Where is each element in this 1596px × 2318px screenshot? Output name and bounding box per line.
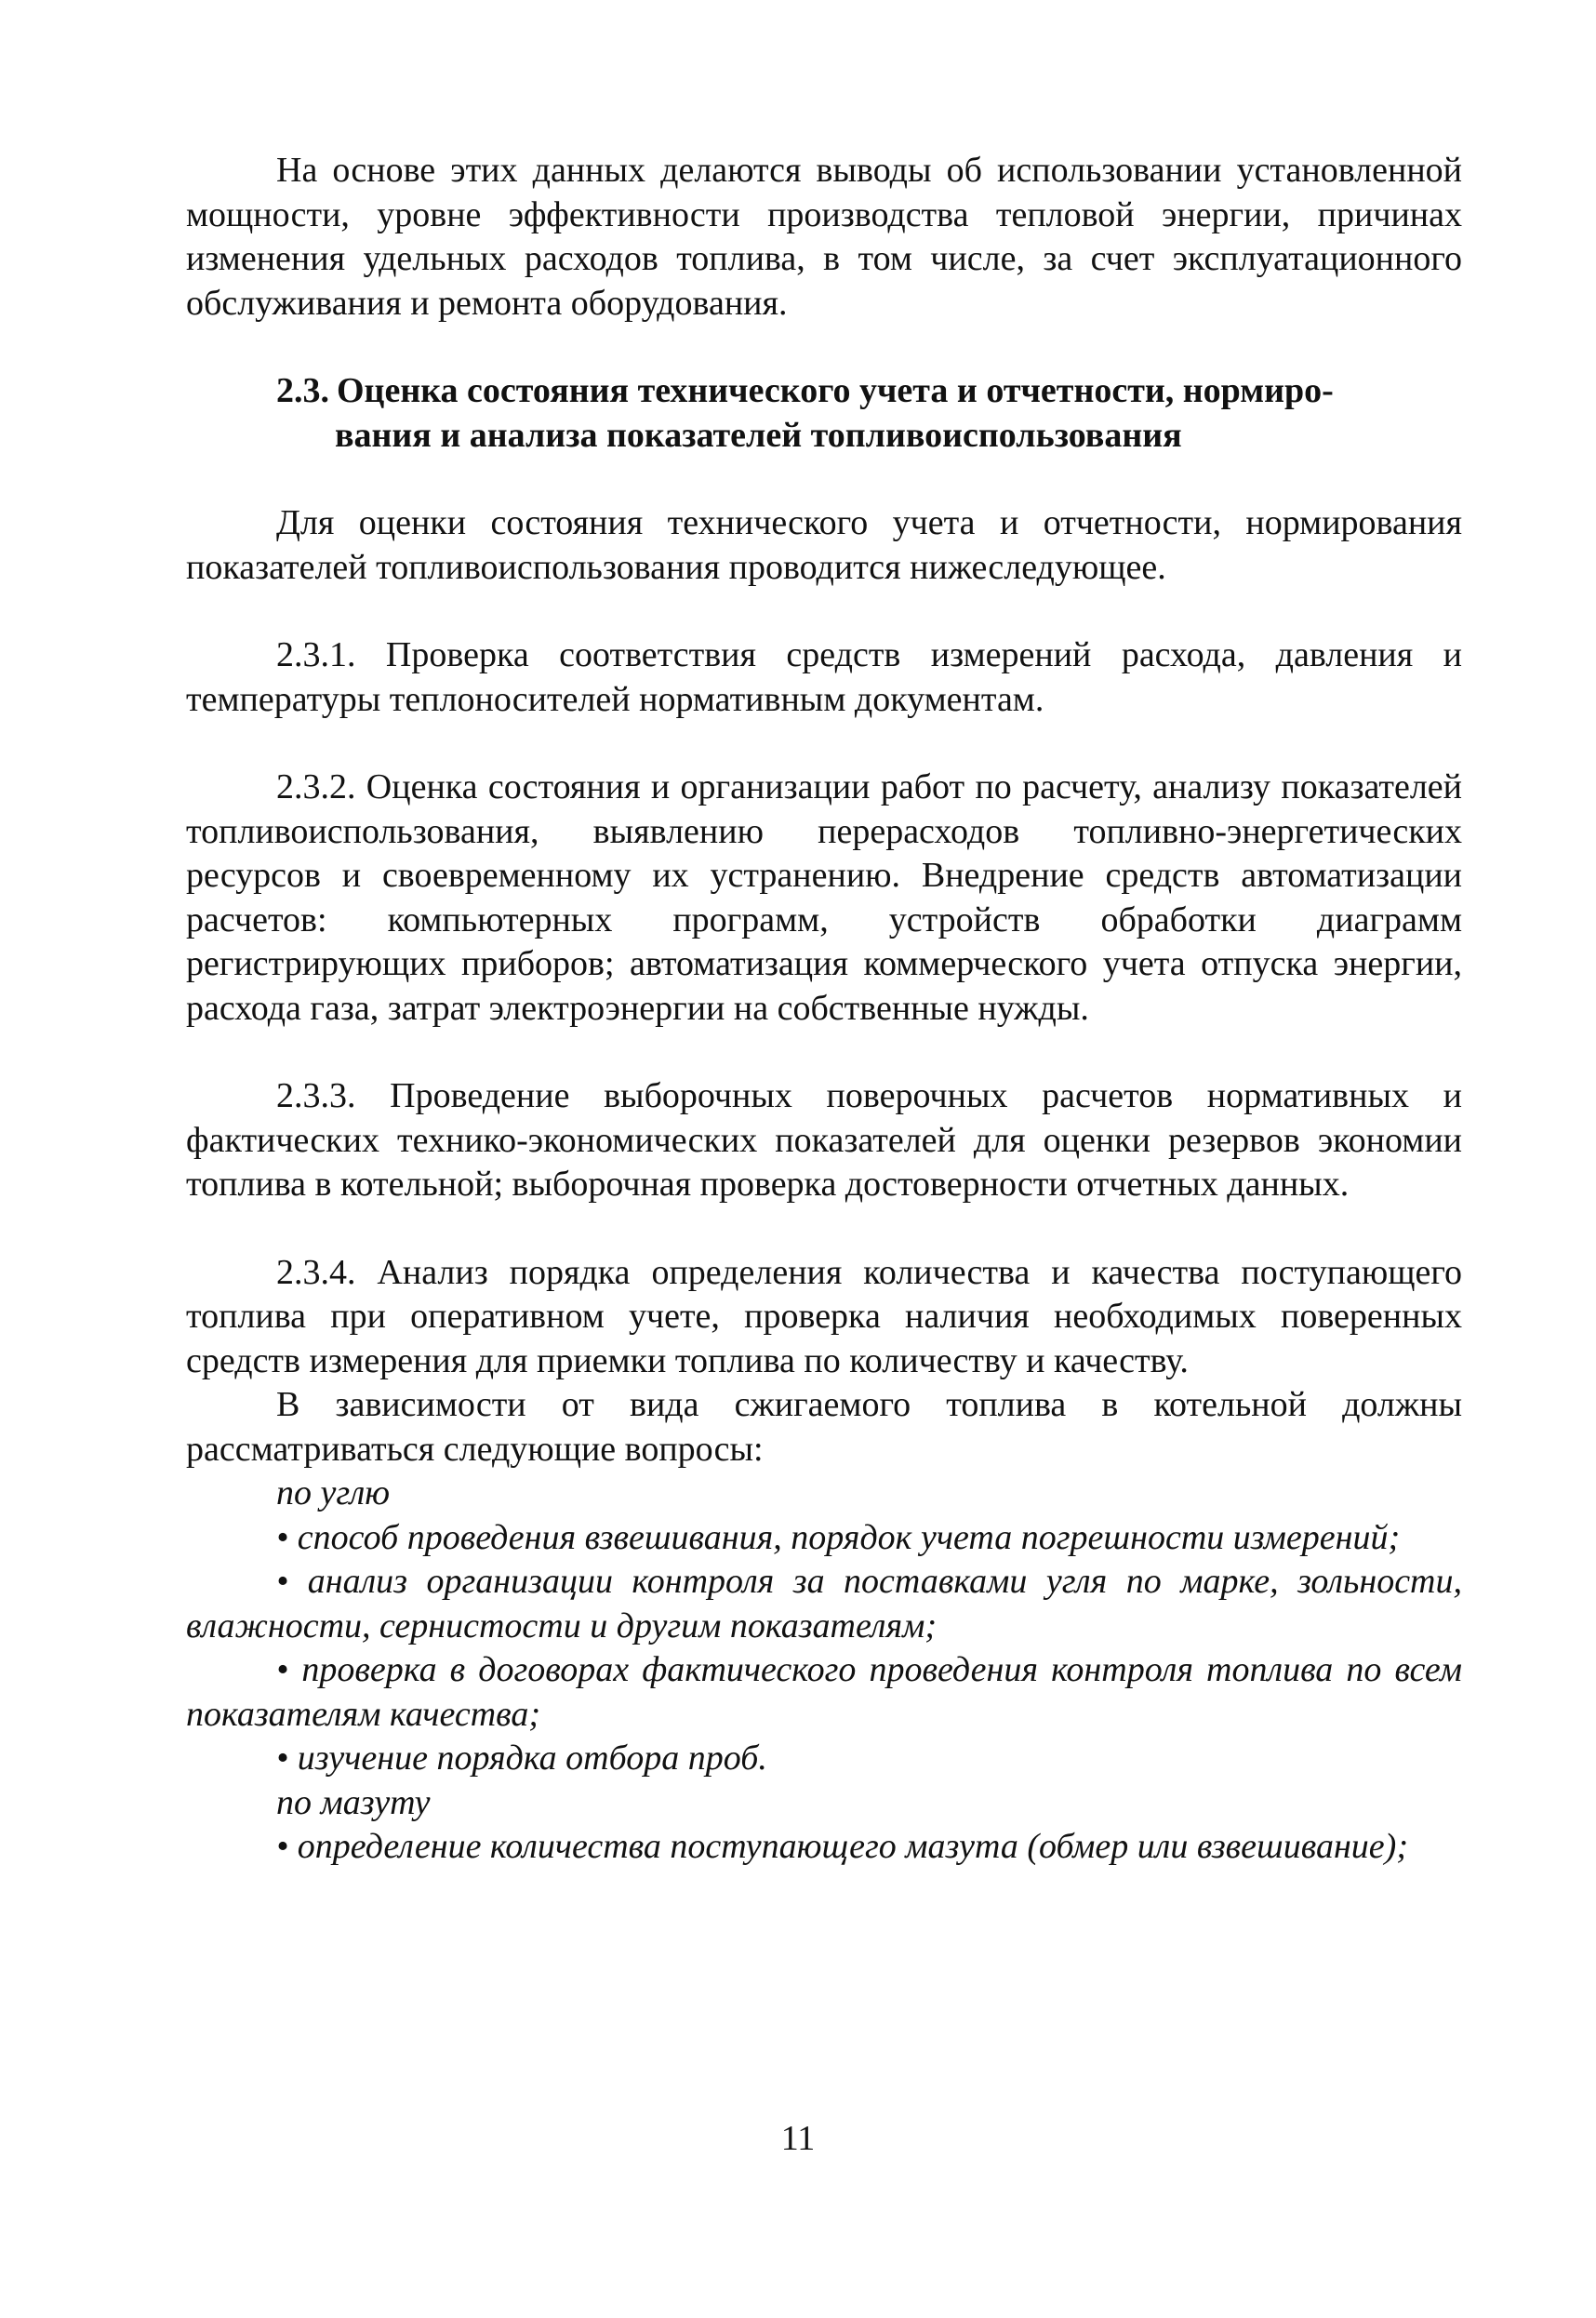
section-number: 2.3. [276, 371, 329, 410]
item-2-3-2: 2.3.2. Оценка состояния и организации работ по расчету, анализу показателей топливоиспользования, выявлению перерасходов топливно-энергетических ресурсов и своевременному их устранению. Внедрение средств автоматизации расчетов: компьютерных программ, устройств обработки диаграмм регистрирующих приборов; автоматизация коммерческого учета отпуска энергии, расхода газа, затрат электроэнергии на собственные нужды. [186, 767, 1462, 1028]
section-title-line2: вания и анализа показателей топливоиспользования [335, 415, 1182, 455]
coal-bullet: • анализ организации контроля за поставками угля по марке, зольности, влажности, сернистости и другим показателям; [186, 1562, 1462, 1645]
fuel-oil-bullet: • определение количества поступающего мазута (обмер или взвешивание); [276, 1827, 1408, 1866]
coal-subheading: по углю [276, 1473, 391, 1512]
item-2-3-1: 2.3.1. Проверка соответствия средств измерений расхода, давления и температуры теплоносителей нормативным документам. [186, 635, 1462, 719]
fuel-oil-subheading: по мазуту [276, 1782, 431, 1822]
item-2-3-4: 2.3.4. Анализ порядка определения количества и качества поступающего топлива при оперативном учете, проверка наличия необходимых поверенных средств измерения для приемки топлива по количеству и качеству. [186, 1252, 1462, 1380]
coal-bullet: • изучение порядка отбора проб. [276, 1738, 767, 1778]
section-title-line1: Оценка состояния технического учета и отчетности, нормиро- [337, 371, 1334, 410]
fuel-intro-paragraph: В зависимости от вида сжигаемого топлива в котельной должны рассматриваться следующие вопросы: [186, 1385, 1462, 1469]
page-number: 11 [780, 2119, 816, 2158]
intro-paragraph: На основе этих данных делаются выводы об использовании установленной мощности, уровне эффективности производства тепловой энергии, причинах изменения удельных расходов топлива, в том числе, за счет эксплуатационного обслуживания и ремонта оборудования. [186, 151, 1462, 323]
section-heading [186, 369, 1462, 458]
section-intro-paragraph: Для оценки состояния технического учета и отчетности, нормирования показателей топливоиспользования проводится нижеследующее. [186, 503, 1462, 587]
coal-bullet: • проверка в договорах фактического проведения контроля топлива по всем показателям качества; [186, 1650, 1462, 1734]
coal-bullet: • способ проведения взвешивания, порядок учета погрешности измерений; [276, 1517, 1401, 1557]
document-page [186, 149, 1462, 1870]
item-2-3-3: 2.3.3. Проведение выборочных поверочных расчетов нормативных и фактических технико-экономических показателей для оценки резервов экономии топлива в котельной; выборочная проверка достоверности отчетных данных. [186, 1076, 1462, 1204]
